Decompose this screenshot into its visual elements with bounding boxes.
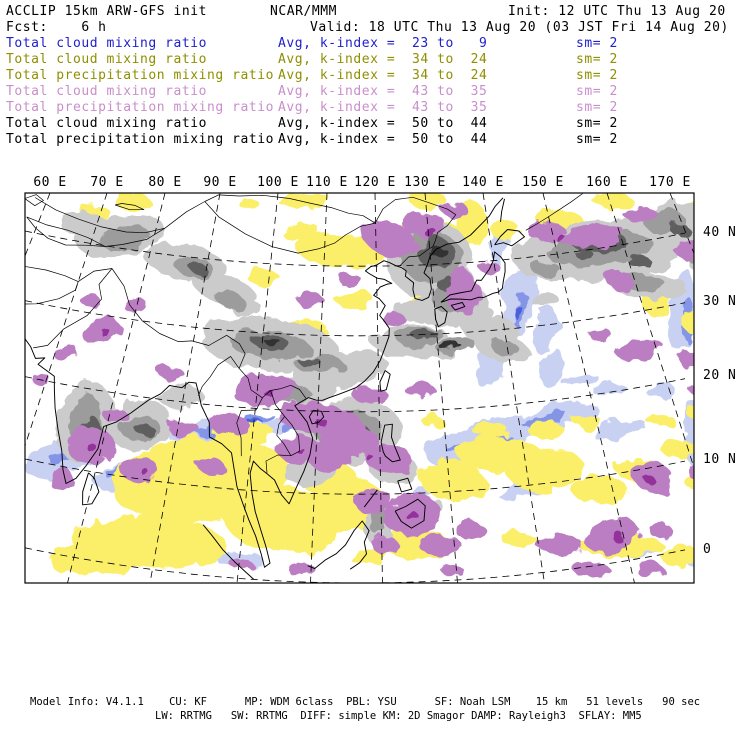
map-content [0, 189, 740, 583]
org-label: NCAR/MMM [270, 4, 338, 19]
legend-kindex-6: Avg, k-index = 50 to 44 [278, 132, 488, 147]
lon-label-140: 140 E [462, 175, 504, 190]
lat-label-20: 20 N [703, 368, 737, 383]
fcst-hour: Fcst: 6 h [6, 20, 107, 35]
lon-label-130: 130 E [404, 175, 446, 190]
lat-label-10: 10 N [703, 452, 737, 467]
legend-sm-2: sm= 2 [576, 68, 618, 83]
lon-label-90: 90 E [203, 175, 237, 190]
lon-label-120: 120 E [354, 175, 396, 190]
lon-label-160: 160 E [586, 175, 628, 190]
lon-label-80: 80 E [148, 175, 182, 190]
legend-field-label-0: Total cloud mixing ratio [6, 36, 208, 51]
legend-field-label-2: Total precipitation mixing ratio [6, 68, 275, 83]
valid-time: Valid: 18 UTC Thu 13 Aug 20 (03 JST Fri 14 Aug 20) [310, 20, 729, 35]
legend-field-label-4: Total precipitation mixing ratio [6, 100, 275, 115]
lon-label-170: 170 E [649, 175, 691, 190]
legend-kindex-0: Avg, k-index = 23 to 9 [278, 36, 488, 51]
legend-field-label-3: Total cloud mixing ratio [6, 84, 208, 99]
legend-sm-5: sm= 2 [576, 116, 618, 131]
lon-label-100: 100 E [257, 175, 299, 190]
model-info-line1: Model Info: V4.1.1 CU: KF MP: WDM 6class PBL: YSU SF: Noah LSM 15 km 51 levels 90 sec [30, 696, 701, 708]
legend-sm-4: sm= 2 [576, 100, 618, 115]
legend-sm-0: sm= 2 [576, 36, 618, 51]
lon-label-110: 110 E [306, 175, 348, 190]
lon-label-150: 150 E [522, 175, 564, 190]
legend-kindex-5: Avg, k-index = 50 to 44 [278, 116, 488, 131]
legend-field-label-1: Total cloud mixing ratio [6, 52, 208, 67]
legend-kindex-1: Avg, k-index = 34 to 24 [278, 52, 488, 67]
lon-label-60: 60 E [33, 175, 67, 190]
legend-kindex-2: Avg, k-index = 34 to 24 [278, 68, 488, 83]
model-info-line2: LW: RRTMG SW: RRTMG DIFF: simple KM: 2D Smagor DAMP: Rayleigh3 SFLAY: MM5 [155, 710, 642, 722]
legend-sm-1: sm= 2 [576, 52, 618, 67]
legend-field-label-5: Total cloud mixing ratio [6, 116, 208, 131]
lat-label-0: 0 [703, 542, 712, 557]
init-time: Init: 12 UTC Thu 13 Aug 20 [508, 4, 726, 19]
lon-label-70: 70 E [90, 175, 124, 190]
legend-kindex-3: Avg, k-index = 43 to 35 [278, 84, 488, 99]
legend-kindex-4: Avg, k-index = 43 to 35 [278, 100, 488, 115]
lat-label-30: 30 N [703, 294, 737, 309]
plot-title: ACCLIP 15km ARW-GFS init [6, 4, 208, 19]
legend-sm-6: sm= 2 [576, 132, 618, 147]
lat-label-40: 40 N [703, 225, 737, 240]
legend-sm-3: sm= 2 [576, 84, 618, 99]
legend-field-label-6: Total precipitation mixing ratio [6, 132, 275, 147]
